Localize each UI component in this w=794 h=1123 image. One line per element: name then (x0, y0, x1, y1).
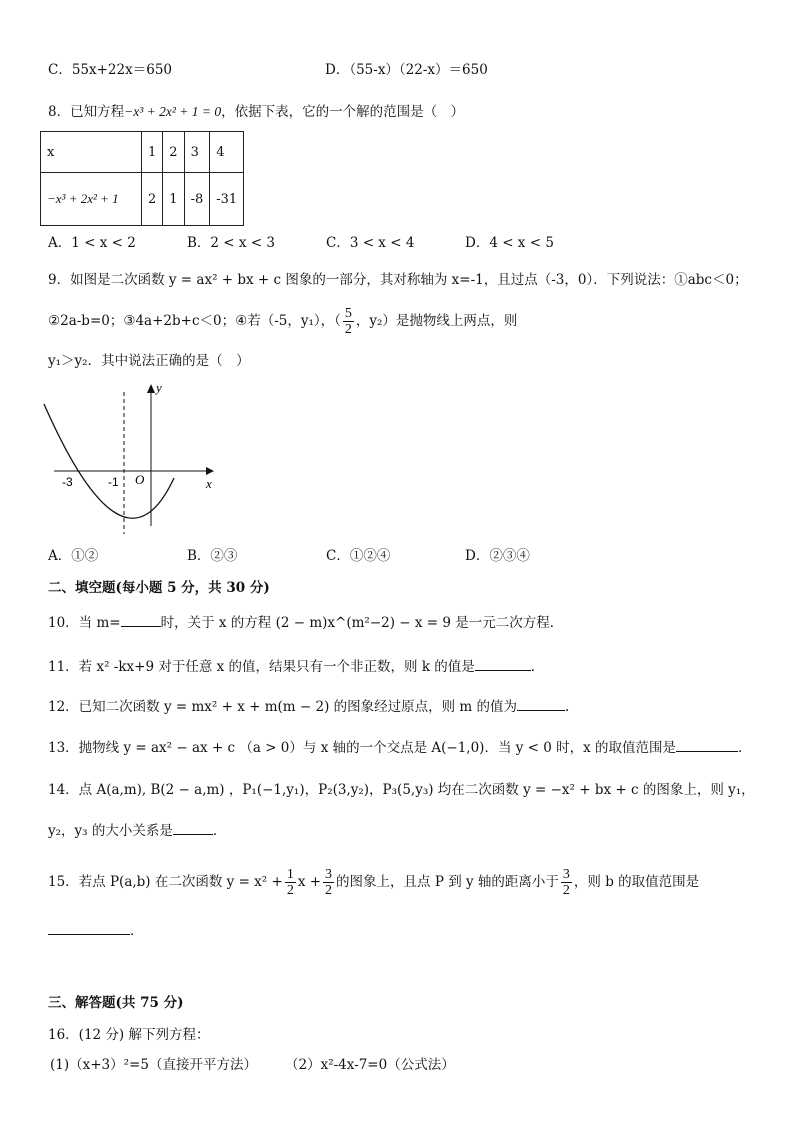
fraction-denominator: 2 (562, 883, 570, 898)
q8-table (40, 131, 244, 226)
table-cell: 4 (210, 132, 244, 173)
q13-pre: 13．抛物线 y = ax² − ax + c （a > 0）与 x 轴的一个交点是 A(−1,0)．当 y < 0 时，x 的取值范围是 (48, 740, 677, 756)
q9-parabola-graph (40, 378, 220, 538)
q8-stem-pre: 8．已知方程 (48, 104, 125, 120)
q15-mid: x + (297, 874, 322, 890)
answer-blank[interactable] (173, 820, 213, 835)
fraction-numerator: 3 (325, 867, 333, 882)
q14-line2-pre: y₂，y₃ 的大小关系是 (48, 823, 173, 839)
q9-line1: 9．如图是二次函数 y = ax² + bx + c 图象的一部分，其对称轴为 x=-1，且过点（-3，0）．下列说法：①abc＜0； (48, 272, 748, 288)
answer-blank[interactable] (121, 612, 161, 627)
q9-option-d: D．②③④ (465, 548, 530, 564)
fraction-denominator: 2 (286, 883, 294, 898)
fraction-numerator: 5 (344, 306, 352, 321)
q10-pre: 10．当 m= (48, 615, 121, 631)
q9-line2-post: ，y₂）是抛物线上两点，则 (355, 313, 518, 329)
answer-blank[interactable] (48, 920, 130, 935)
x-axis-arrow-icon (206, 467, 214, 475)
q14-line1: 14．点 A(a,m), B(2 − a,m) ，P₁(−1,y₁)，P₂(3,y₂)，P₃(5,y₃) 均在二次函数 y = −x² + bx + c 的图象上，则 y₁， (48, 782, 755, 798)
q9-line2 (48, 306, 517, 337)
table-cell: 3 (184, 132, 210, 173)
section-3-heading: 三、解答题(共 75 分) (48, 995, 184, 1011)
fraction-denominator: 2 (344, 322, 352, 337)
q15-post: ，则 b 的取值范围是 (573, 874, 700, 890)
table-cell: 1 (142, 132, 163, 173)
q9-fraction (343, 306, 354, 337)
q9-option-b: B．②③ (187, 548, 238, 564)
q11-post: ． (530, 659, 545, 675)
q8-stem (48, 102, 464, 122)
section-2-heading: 二、填空题(每小题 5 分，共 30 分) (48, 580, 270, 596)
q10-post: 时，关于 x 的方程 (2 − m)x^(m²−2) − x = 9 是一元二次方程． (160, 615, 564, 631)
q15-mid2: 的图象上，且点 P 到 y 轴的距离小于 (336, 874, 559, 890)
table-cell: -8 (184, 173, 210, 226)
answer-blank[interactable] (475, 656, 531, 671)
tick-label-minus3: -3 (62, 475, 73, 489)
q15-end: ． (130, 923, 144, 939)
q7-option-d: D．（55-x）（22-x）＝650 (325, 62, 488, 78)
q15-fraction-1 (285, 867, 296, 898)
q14-line2-post: ． (212, 823, 227, 839)
table-cell: x (41, 132, 142, 173)
answer-blank[interactable] (676, 737, 738, 752)
fraction-denominator: 2 (325, 883, 333, 898)
q15-fraction-2 (323, 867, 334, 898)
answer-blank[interactable] (517, 696, 565, 711)
q11 (48, 656, 544, 677)
q9-option-c: C．①②④ (326, 548, 391, 564)
q8-option-d: D．4 < x < 5 (465, 235, 554, 251)
table-cell: 1 (163, 173, 184, 226)
q7-option-c: C．55x+22x＝650 (48, 62, 172, 78)
parabola-curve (44, 404, 174, 518)
q12 (48, 696, 569, 717)
q8-option-b: B．2 < x < 3 (187, 235, 276, 251)
tick-label-minus1: -1 (108, 475, 119, 489)
q8-stem-post: ，依据下表，它的一个解的范围是（ ） (221, 104, 465, 120)
q9-line2-pre: ②2a-b=0；③4a+2b+c＜0；④若（-5，y₁），（ (48, 313, 341, 329)
q13-post: ． (738, 740, 752, 756)
table-row (41, 132, 244, 173)
q8-equation: −x³ + 2x² + 1 = 0 (124, 104, 222, 119)
table-cell: −x³ + 2x² + 1 (41, 173, 142, 226)
q15-fraction-3 (561, 867, 572, 898)
table-cell: 2 (142, 173, 163, 226)
q11-pre: 11．若 x² -kx+9 对于任意 x 的值，结果只有一个非正数，则 k 的值是 (48, 659, 475, 675)
q16-part2: （2）x²-4x-7=0（公式法） (285, 1057, 455, 1073)
q16-stem: 16．(12 分) 解下列方程： (48, 1027, 210, 1043)
q8-option-a: A．1 < x < 2 (48, 235, 136, 251)
x-axis-label: x (206, 476, 212, 491)
q16-part1: (1)（x+3）²=5（直接开平方法） (50, 1057, 257, 1073)
q15-pre: 15．若点 P(a,b) 在二次函数 y = x² + (48, 874, 283, 890)
table-cell: -31 (210, 173, 244, 226)
fraction-numerator: 3 (562, 867, 570, 882)
table-cell: 2 (163, 132, 184, 173)
q12-pre: 12．已知二次函数 y = mx² + x + m(m − 2) 的图象经过原点，则 m 的值为 (48, 699, 518, 715)
q15-line2 (48, 920, 144, 941)
table-row (41, 173, 244, 226)
q15 (48, 864, 699, 900)
q9-option-a: A．①② (48, 548, 99, 564)
q14-line2 (48, 820, 226, 841)
q10 (48, 612, 563, 633)
fraction-numerator: 1 (286, 867, 294, 882)
y-axis-label: y (156, 380, 162, 395)
origin-label: O (135, 472, 145, 487)
q8-option-c: C．3 < x < 4 (326, 235, 415, 251)
q9-line3: y₁＞y₂．其中说法正确的是（ ） (48, 353, 250, 369)
q12-post: . (565, 699, 570, 715)
q13 (48, 737, 752, 758)
y-axis-arrow-icon (147, 384, 155, 393)
